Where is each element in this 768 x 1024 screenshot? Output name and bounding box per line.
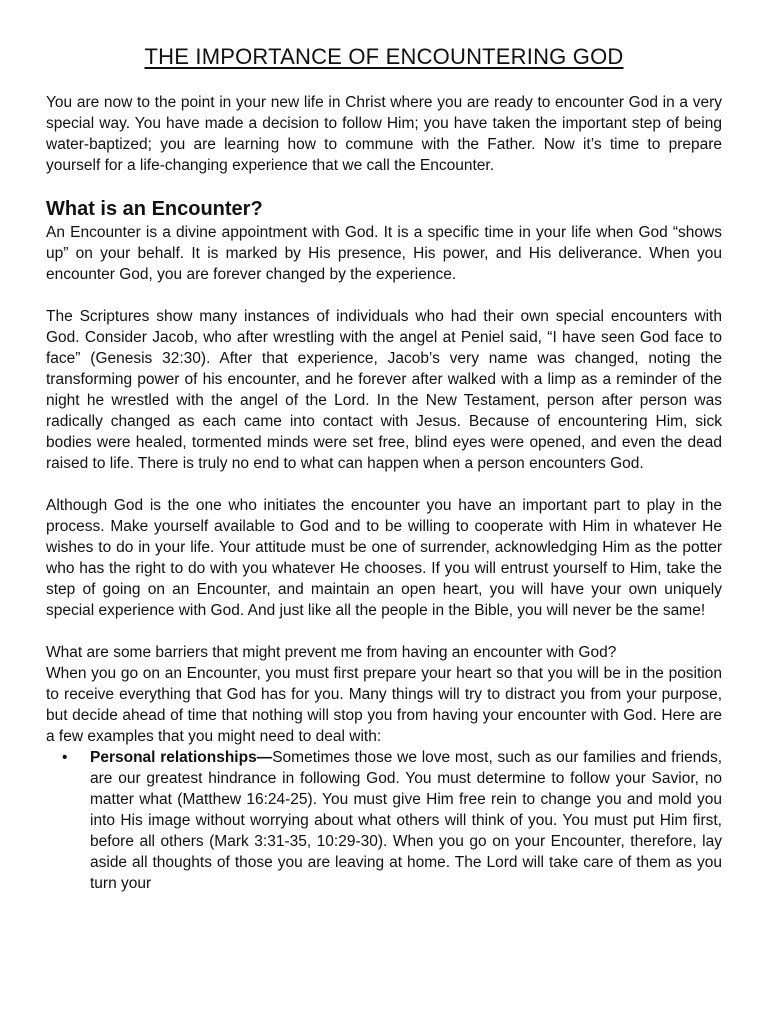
document-page bbox=[46, 44, 722, 894]
list-item-text: Sometimes those we love most, such as our families and friends, are our greatest hindrance in following God. You must determine to follow your Savior, no matter what (Matthew 16:24-25). You must give Him free rein to change you and mold you into His image without worrying about what others will think of you. You must put Him first, before all others (Mark 3:31-35, 10:29-30). When you go on your Encounter, therefore, lay aside all thoughts of those you are leaving at home. The Lord will take care of them as you turn your bbox=[90, 749, 723, 892]
barriers-list bbox=[46, 747, 722, 894]
document-title: THE IMPORTANCE OF ENCOUNTERING GOD bbox=[144, 44, 624, 69]
intro-paragraph: You are now to the point in your new life in Christ where you are ready to encounter God in a very special way. You have made a decision to follow Him; you have taken the important step of being water-baptized; you are learning how to commune with the Father. Now it’s time to prepare yourself for a life-changing experience that we call the Encounter. bbox=[46, 94, 722, 174]
question-body-paragraph: When you go on an Encounter, you must first prepare your heart so that you will be in the position to receive everything that God has for you. Many things will try to distract you from your purpose, but decide ahead of time that nothing will stop you from having your encounter with God. Here are a few examples that you might need to deal with: bbox=[46, 665, 722, 745]
body-paragraph-2: The Scriptures show many instances of individuals who had their own special encounters with God. Consider Jacob, who after wrestling with the angel at Peniel said, “I have seen God face to face” (Genesis 32:30). After that experience, Jacob’s very name was changed, noting the transforming power of his encounter, and he forever after walked with a limp as a reminder of the night he wrestled with the angel of the Lord. In the New Testament, person after person was radically changed as each came into contact with Jesus. Because of encountering Him, sick bodies were healed, tormented minds were set free, blind eyes were opened, and even the dead raised to life. There is truly no end to what can happen when a person encounters God. bbox=[46, 308, 722, 472]
section-heading: What is an Encounter? bbox=[46, 198, 263, 220]
list-item-term: Personal relationships— bbox=[90, 749, 273, 766]
body-paragraph-1: An Encounter is a divine appointment with God. It is a specific time in your life when God “shows up” on your behalf. It is marked by His presence, His power, and His deliverance. When you encounter God, you are forever changed by the experience. bbox=[46, 224, 722, 283]
question-line: What are some barriers that might prevent me from having an encounter with God? bbox=[46, 644, 617, 661]
bullet-icon: • bbox=[62, 749, 68, 766]
list-item bbox=[62, 747, 723, 894]
body-paragraph-3: Although God is the one who initiates the encounter you have an important part to play in the process. Make yourself available to God and to be willing to cooperate with Him in whatever He wishes to do in your life. Your attitude must be one of surrender, acknowledging Him as the potter who has the right to do with you whatever He chooses. If you will entrust yourself to Him, take the step of going on an Encounter, and maintain an open heart, you will have your own uniquely special experience with God. And just like all the people in the Bible, you will never be the same! bbox=[46, 497, 722, 619]
